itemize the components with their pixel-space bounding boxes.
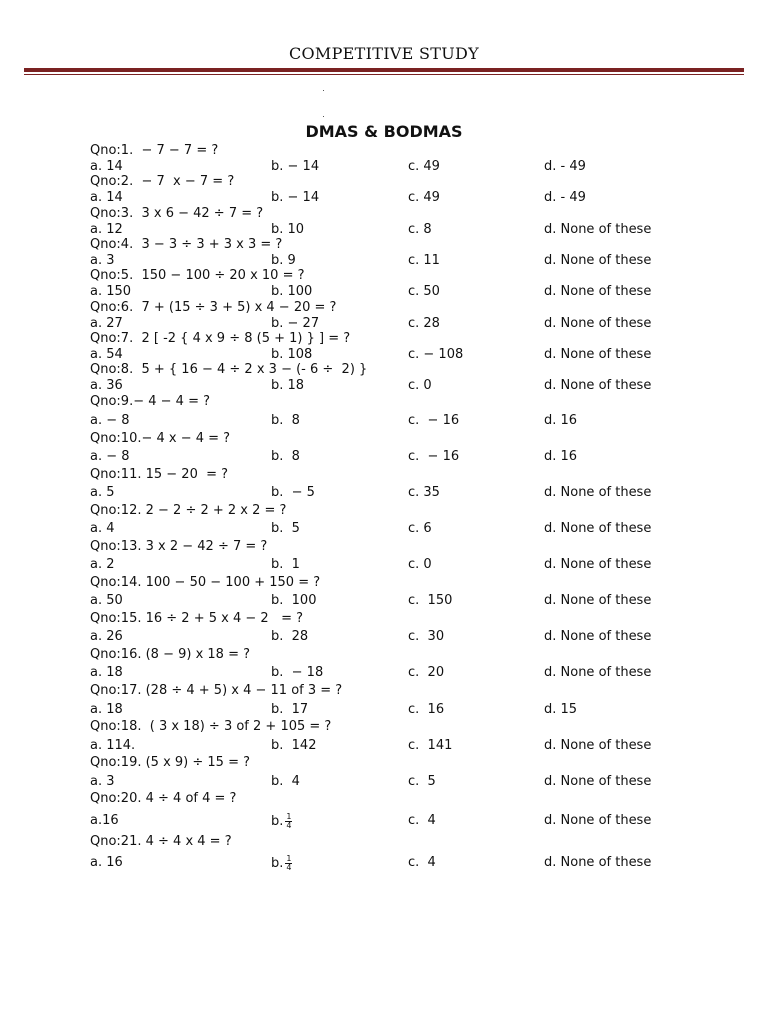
option-c: c. 5 <box>408 774 436 789</box>
question-text: Qno:15. 16 ÷ 2 + 5 x 4 − 2 = ? <box>90 611 303 626</box>
option-b: b. 18 <box>271 378 305 393</box>
question-text: Qno:13. 3 x 2 − 42 ÷ 7 = ? <box>90 539 268 554</box>
option-a: a. 3 <box>90 774 115 789</box>
option-b: b. 4 <box>271 774 300 789</box>
option-c: c. − 16 <box>408 449 460 464</box>
question-text: Qno:10.− 4 x − 4 = ? <box>90 431 231 446</box>
option-d: d. None of these <box>544 593 652 608</box>
question-text: Qno:17. (28 ÷ 4 + 5) x 4 − 11 of 3 = ? <box>90 683 343 698</box>
question-text: Qno:20. 4 ÷ 4 of 4 = ? <box>90 791 237 806</box>
option-a: a. 27 <box>90 316 123 331</box>
option-d: d. None of these <box>544 774 652 789</box>
option-c: c. 35 <box>408 485 440 500</box>
question-text: Qno:11. 15 − 20 = ? <box>90 467 229 482</box>
option-c: c. 0 <box>408 557 432 572</box>
option-b: b. − 14 <box>271 159 320 174</box>
option-d: d. None of these <box>544 855 652 870</box>
option-d: d. None of these <box>544 378 652 393</box>
option-c: c. − 16 <box>408 413 460 428</box>
option-b: b. 1 <box>271 557 300 572</box>
option-b: b. 142 <box>271 738 317 753</box>
option-a: a. 18 <box>90 665 123 680</box>
option-a: a. 3 <box>90 253 115 268</box>
option-d: d. 16 <box>544 413 578 428</box>
option-d: d. None of these <box>544 665 652 680</box>
option-c: c. 4 <box>408 855 436 870</box>
option-c: c. 50 <box>408 284 440 299</box>
option-b: b. $\frac{1}{4}$ <box>271 812 292 830</box>
option-a: a. 14 <box>90 190 123 205</box>
option-d: d. None of these <box>544 485 652 500</box>
question-text: Qno:4. 3 − 3 ÷ 3 + 3 x 3 = ? <box>90 237 283 252</box>
question-text: Qno:16. (8 − 9) x 18 = ? <box>90 647 251 662</box>
option-a: a.16 <box>90 813 119 828</box>
question-text: Qno:19. (5 x 9) ÷ 15 = ? <box>90 755 251 770</box>
fraction-numerator: 1 <box>286 812 292 821</box>
question-text: Qno:5. 150 − 100 ÷ 20 x 10 = ? <box>90 268 305 283</box>
option-d: d. - 49 <box>544 159 586 174</box>
option-a: a. 16 <box>90 855 123 870</box>
option-b: b. − 5 <box>271 485 315 500</box>
option-d: d. 15 <box>544 702 578 717</box>
option-b: b. 8 <box>271 413 300 428</box>
page-title: DMAS & BODMAS <box>305 122 463 141</box>
fraction-numerator: 1 <box>286 854 292 863</box>
option-b: b. − 14 <box>271 190 320 205</box>
option-c: c. 49 <box>408 190 440 205</box>
option-c: c. 16 <box>408 702 445 717</box>
option-a: a. 18 <box>90 702 123 717</box>
question-text: Qno:1. − 7 − 7 = ? <box>90 143 219 158</box>
question-text: Qno:18. ( 3 x 18) ÷ 3 of 2 + 105 = ? <box>90 719 332 734</box>
option-d: d. None of these <box>544 347 652 362</box>
question-text: Qno:2. − 7 x − 7 = ? <box>90 174 235 189</box>
option-d: d. None of these <box>544 521 652 536</box>
option-c: c. 30 <box>408 629 445 644</box>
option-b: b. $\frac{1}{4}$ <box>271 854 292 872</box>
option-b: b. 17 <box>271 702 309 717</box>
question-text: Qno:8. 5 + { 16 − 4 ÷ 2 x 3 − (- 6 ÷ 2) } <box>90 362 368 377</box>
option-b: b. 9 <box>271 253 296 268</box>
option-c: c. 150 <box>408 593 453 608</box>
question-text: Qno:21. 4 ÷ 4 x 4 = ? <box>90 834 232 849</box>
option-c: c. 28 <box>408 316 440 331</box>
option-b: b. 5 <box>271 521 300 536</box>
option-b: b. − 18 <box>271 665 324 680</box>
header-rule-thin <box>24 74 744 75</box>
option-a: a. 2 <box>90 557 115 572</box>
option-d: d. None of these <box>544 738 652 753</box>
option-b: b. 108 <box>271 347 313 362</box>
option-c: c. − 108 <box>408 347 464 362</box>
option-d: d. None of these <box>544 813 652 828</box>
fraction-denominator: 4 <box>286 821 292 830</box>
option-c: c. 49 <box>408 159 440 174</box>
option-c: c. 8 <box>408 222 432 237</box>
option-d: d. None of these <box>544 284 652 299</box>
option-d: d. - 49 <box>544 190 586 205</box>
option-c: c. 11 <box>408 253 440 268</box>
option-a: a. 150 <box>90 284 132 299</box>
option-b: b. 8 <box>271 449 300 464</box>
option-a: a. 12 <box>90 222 123 237</box>
option-a: a. 50 <box>90 593 123 608</box>
option-a: a. 4 <box>90 521 115 536</box>
question-text: Qno:14. 100 − 50 − 100 + 150 = ? <box>90 575 321 590</box>
question-text: Qno:3. 3 x 6 − 42 ÷ 7 = ? <box>90 206 264 221</box>
option-a: a. 26 <box>90 629 123 644</box>
question-text: Qno:9.− 4 − 4 = ? <box>90 394 210 409</box>
option-a: a. 5 <box>90 485 115 500</box>
option-d: d. None of these <box>544 253 652 268</box>
fraction-one-quarter <box>285 855 292 872</box>
option-d: d. None of these <box>544 629 652 644</box>
option-d: d. None of these <box>544 557 652 572</box>
option-a: a. − 8 <box>90 449 130 464</box>
fraction-denominator: 4 <box>286 863 292 872</box>
option-c: c. 141 <box>408 738 453 753</box>
stray-dot <box>323 116 324 117</box>
option-a: a. 54 <box>90 347 123 362</box>
option-b: b. − 27 <box>271 316 320 331</box>
question-text: Qno:6. 7 + (15 ÷ 3 + 5) x 4 − 20 = ? <box>90 300 337 315</box>
question-text: Qno:12. 2 − 2 ÷ 2 + 2 x 2 = ? <box>90 503 287 518</box>
option-c: c. 4 <box>408 813 436 828</box>
option-a: a. 114. <box>90 738 136 753</box>
fraction-one-quarter <box>285 813 292 830</box>
running-header: COMPETITIVE STUDY <box>288 44 480 63</box>
stray-dot <box>323 90 324 91</box>
option-c: c. 0 <box>408 378 432 393</box>
header-rule-thick <box>24 68 744 72</box>
option-a: a. − 8 <box>90 413 130 428</box>
option-b: b. 10 <box>271 222 305 237</box>
option-c: c. 20 <box>408 665 445 680</box>
option-b: b. 28 <box>271 629 309 644</box>
question-text: Qno:7. 2 [ -2 { 4 x 9 ÷ 8 (5 + 1) } ] = ? <box>90 331 351 346</box>
option-a: a. 36 <box>90 378 123 393</box>
option-b: b. 100 <box>271 284 313 299</box>
option-b: b. 100 <box>271 593 317 608</box>
option-d: d. None of these <box>544 316 652 331</box>
option-d: d. 16 <box>544 449 578 464</box>
option-a: a. 14 <box>90 159 123 174</box>
option-d: d. None of these <box>544 222 652 237</box>
option-c: c. 6 <box>408 521 432 536</box>
